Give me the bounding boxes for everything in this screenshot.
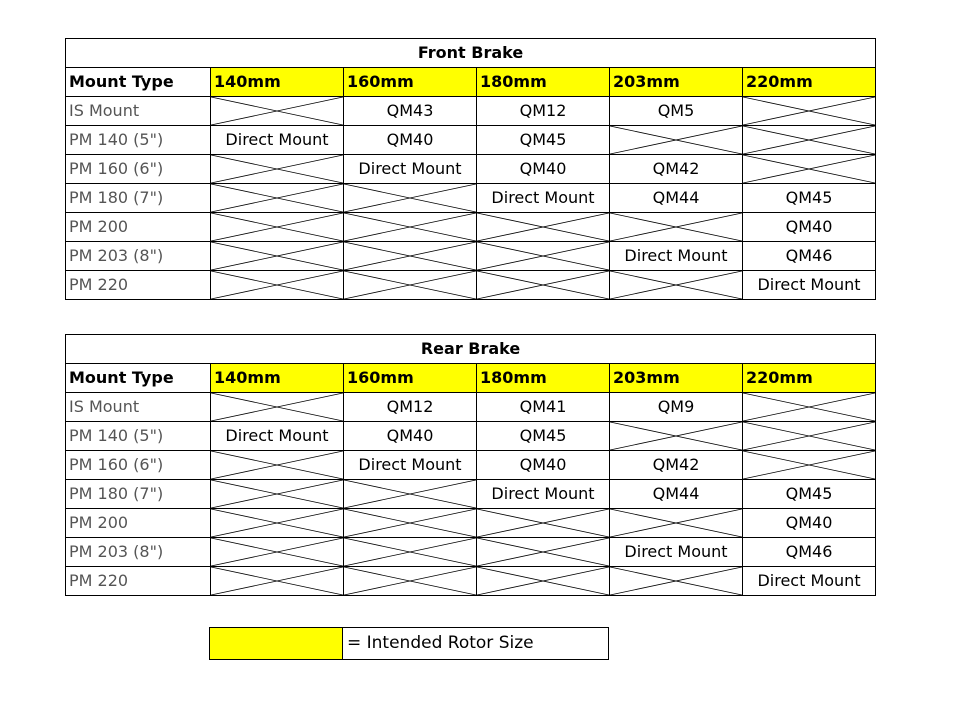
cross-out-icon bbox=[610, 126, 742, 154]
column-header-rotor-size: 180mm bbox=[477, 364, 610, 393]
cross-out-icon bbox=[344, 242, 476, 270]
table-row bbox=[66, 509, 876, 538]
row-label: PM 200 bbox=[66, 213, 211, 242]
not-applicable-cell bbox=[211, 271, 344, 300]
not-applicable-cell bbox=[344, 213, 477, 242]
cross-out-icon bbox=[743, 393, 875, 421]
column-header-rotor-size: 203mm bbox=[610, 68, 743, 97]
not-applicable-cell bbox=[211, 451, 344, 480]
table-row bbox=[66, 155, 876, 184]
front-brake-table bbox=[65, 38, 876, 300]
cross-out-icon bbox=[610, 422, 742, 450]
not-applicable-cell bbox=[344, 242, 477, 271]
adapter-cell: QM40 bbox=[344, 422, 477, 451]
not-applicable-cell bbox=[477, 509, 610, 538]
not-applicable-cell bbox=[477, 567, 610, 596]
adapter-cell: Direct Mount bbox=[743, 567, 876, 596]
cross-out-icon bbox=[211, 271, 343, 299]
column-header-rotor-size: 140mm bbox=[211, 364, 344, 393]
adapter-cell: Direct Mount bbox=[344, 451, 477, 480]
cross-out-icon bbox=[344, 538, 476, 566]
adapter-cell: QM40 bbox=[477, 451, 610, 480]
adapter-cell: QM45 bbox=[477, 422, 610, 451]
column-header-rotor-size: 220mm bbox=[743, 364, 876, 393]
adapter-cell: QM12 bbox=[477, 97, 610, 126]
not-applicable-cell bbox=[211, 97, 344, 126]
adapter-cell: Direct Mount bbox=[743, 271, 876, 300]
column-header-rotor-size: 203mm bbox=[610, 364, 743, 393]
not-applicable-cell bbox=[211, 155, 344, 184]
adapter-cell: QM45 bbox=[743, 480, 876, 509]
cross-out-icon bbox=[477, 509, 609, 537]
row-label: PM 140 (5") bbox=[66, 422, 211, 451]
not-applicable-cell bbox=[477, 242, 610, 271]
row-label: PM 180 (7") bbox=[66, 184, 211, 213]
adapter-cell: QM45 bbox=[743, 184, 876, 213]
cross-out-icon bbox=[211, 242, 343, 270]
table-row bbox=[66, 451, 876, 480]
not-applicable-cell bbox=[211, 393, 344, 422]
cross-out-icon bbox=[211, 480, 343, 508]
column-header-rotor-size: 160mm bbox=[344, 364, 477, 393]
not-applicable-cell bbox=[743, 422, 876, 451]
not-applicable-cell bbox=[610, 509, 743, 538]
not-applicable-cell bbox=[344, 480, 477, 509]
not-applicable-cell bbox=[610, 567, 743, 596]
cross-out-icon bbox=[743, 451, 875, 479]
adapter-cell: Direct Mount bbox=[477, 184, 610, 213]
table-row bbox=[66, 538, 876, 567]
legend-swatch bbox=[210, 628, 343, 659]
cross-out-icon bbox=[743, 126, 875, 154]
cross-out-icon bbox=[211, 509, 343, 537]
not-applicable-cell bbox=[344, 509, 477, 538]
adapter-cell: Direct Mount bbox=[610, 538, 743, 567]
not-applicable-cell bbox=[743, 97, 876, 126]
cross-out-icon bbox=[477, 538, 609, 566]
cross-out-icon bbox=[477, 242, 609, 270]
not-applicable-cell bbox=[211, 538, 344, 567]
not-applicable-cell bbox=[211, 213, 344, 242]
cross-out-icon bbox=[743, 97, 875, 125]
adapter-cell: QM44 bbox=[610, 480, 743, 509]
not-applicable-cell bbox=[477, 271, 610, 300]
cross-out-icon bbox=[743, 155, 875, 183]
not-applicable-cell bbox=[477, 538, 610, 567]
not-applicable-cell bbox=[344, 567, 477, 596]
row-label: PM 180 (7") bbox=[66, 480, 211, 509]
adapter-cell: QM43 bbox=[344, 97, 477, 126]
cross-out-icon bbox=[211, 393, 343, 421]
cross-out-icon bbox=[610, 567, 742, 595]
table-row bbox=[66, 126, 876, 155]
table-row bbox=[66, 242, 876, 271]
not-applicable-cell bbox=[477, 213, 610, 242]
column-header-rotor-size: 160mm bbox=[344, 68, 477, 97]
cross-out-icon bbox=[610, 509, 742, 537]
row-label: IS Mount bbox=[66, 97, 211, 126]
adapter-cell: QM42 bbox=[610, 155, 743, 184]
header-row bbox=[66, 68, 876, 97]
cross-out-icon bbox=[211, 213, 343, 241]
table-title: Rear Brake bbox=[66, 335, 876, 364]
not-applicable-cell bbox=[344, 271, 477, 300]
not-applicable-cell bbox=[743, 126, 876, 155]
column-header-rotor-size: 220mm bbox=[743, 68, 876, 97]
cross-out-icon bbox=[211, 155, 343, 183]
column-header-rotor-size: 180mm bbox=[477, 68, 610, 97]
row-label: PM 220 bbox=[66, 567, 211, 596]
table-row bbox=[66, 213, 876, 242]
row-label: PM 140 (5") bbox=[66, 126, 211, 155]
not-applicable-cell bbox=[743, 393, 876, 422]
table-row bbox=[66, 480, 876, 509]
cross-out-icon bbox=[344, 271, 476, 299]
adapter-cell: QM46 bbox=[743, 242, 876, 271]
table-row bbox=[66, 422, 876, 451]
adapter-cell: QM41 bbox=[477, 393, 610, 422]
rear-brake-table bbox=[65, 334, 876, 596]
not-applicable-cell bbox=[211, 509, 344, 538]
not-applicable-cell bbox=[610, 213, 743, 242]
adapter-cell: Direct Mount bbox=[344, 155, 477, 184]
cross-out-icon bbox=[610, 271, 742, 299]
adapter-cell: Direct Mount bbox=[477, 480, 610, 509]
cross-out-icon bbox=[610, 213, 742, 241]
row-label: IS Mount bbox=[66, 393, 211, 422]
cross-out-icon bbox=[211, 451, 343, 479]
adapter-cell: QM12 bbox=[344, 393, 477, 422]
table-row bbox=[66, 567, 876, 596]
cross-out-icon bbox=[211, 538, 343, 566]
row-label: PM 200 bbox=[66, 509, 211, 538]
table-row bbox=[66, 393, 876, 422]
column-header-mount-type: Mount Type bbox=[66, 364, 211, 393]
row-label: PM 220 bbox=[66, 271, 211, 300]
not-applicable-cell bbox=[344, 184, 477, 213]
column-header-rotor-size: 140mm bbox=[211, 68, 344, 97]
cross-out-icon bbox=[477, 567, 609, 595]
table-row bbox=[66, 97, 876, 126]
legend-text: = Intended Rotor Size bbox=[347, 633, 534, 653]
adapter-cell: QM44 bbox=[610, 184, 743, 213]
cross-out-icon bbox=[477, 271, 609, 299]
adapter-cell: QM45 bbox=[477, 126, 610, 155]
not-applicable-cell bbox=[211, 480, 344, 509]
cross-out-icon bbox=[344, 509, 476, 537]
cross-out-icon bbox=[211, 567, 343, 595]
not-applicable-cell bbox=[610, 271, 743, 300]
not-applicable-cell bbox=[344, 538, 477, 567]
row-label: PM 160 (6") bbox=[66, 155, 211, 184]
adapter-cell: QM9 bbox=[610, 393, 743, 422]
not-applicable-cell bbox=[610, 126, 743, 155]
adapter-cell: QM42 bbox=[610, 451, 743, 480]
adapter-cell: QM40 bbox=[743, 509, 876, 538]
table-row bbox=[66, 271, 876, 300]
cross-out-icon bbox=[211, 97, 343, 125]
row-label: PM 203 (8") bbox=[66, 538, 211, 567]
not-applicable-cell bbox=[211, 567, 344, 596]
legend bbox=[209, 627, 609, 660]
cross-out-icon bbox=[344, 480, 476, 508]
not-applicable-cell bbox=[743, 155, 876, 184]
adapter-cell: QM46 bbox=[743, 538, 876, 567]
adapter-cell: QM40 bbox=[743, 213, 876, 242]
table-title: Front Brake bbox=[66, 39, 876, 68]
not-applicable-cell bbox=[610, 422, 743, 451]
row-label: PM 203 (8") bbox=[66, 242, 211, 271]
not-applicable-cell bbox=[211, 242, 344, 271]
adapter-cell: QM40 bbox=[344, 126, 477, 155]
adapter-cell: Direct Mount bbox=[610, 242, 743, 271]
cross-out-icon bbox=[477, 213, 609, 241]
cross-out-icon bbox=[211, 184, 343, 212]
cross-out-icon bbox=[344, 213, 476, 241]
adapter-cell: Direct Mount bbox=[211, 422, 344, 451]
header-row bbox=[66, 364, 876, 393]
column-header-mount-type: Mount Type bbox=[66, 68, 211, 97]
adapter-cell: QM5 bbox=[610, 97, 743, 126]
adapter-cell: QM40 bbox=[477, 155, 610, 184]
table-row bbox=[66, 184, 876, 213]
not-applicable-cell bbox=[743, 451, 876, 480]
cross-out-icon bbox=[344, 567, 476, 595]
cross-out-icon bbox=[344, 184, 476, 212]
cross-out-icon bbox=[743, 422, 875, 450]
adapter-cell: Direct Mount bbox=[211, 126, 344, 155]
row-label: PM 160 (6") bbox=[66, 451, 211, 480]
not-applicable-cell bbox=[211, 184, 344, 213]
